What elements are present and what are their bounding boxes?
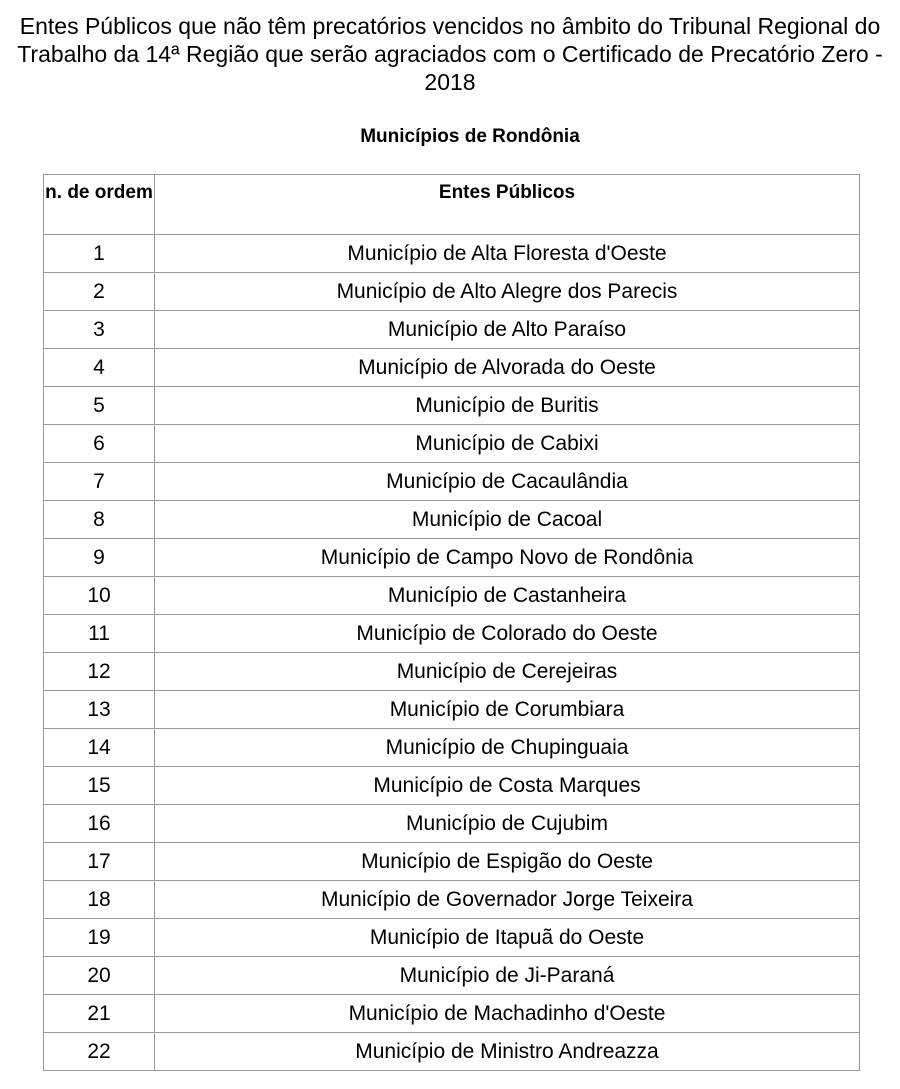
table-row (44, 501, 860, 539)
order-number: 3 (44, 311, 155, 349)
order-number: 19 (44, 919, 155, 957)
order-number: 14 (44, 729, 155, 767)
order-number: 2 (44, 273, 155, 311)
entity-name: Município de Itapuã do Oeste (155, 919, 860, 957)
table-row (44, 995, 860, 1033)
table-row (44, 843, 860, 881)
entity-name: Município de Cerejeiras (155, 653, 860, 691)
entity-name: Município de Espigão do Oeste (155, 843, 860, 881)
order-number: 12 (44, 653, 155, 691)
table-row (44, 615, 860, 653)
order-number: 20 (44, 957, 155, 995)
entity-name: Município de Cabixi (155, 425, 860, 463)
order-number: 21 (44, 995, 155, 1033)
entity-name: Município de Machadinho d'Oeste (155, 995, 860, 1033)
table-row (44, 805, 860, 843)
entity-name: Município de Castanheira (155, 577, 860, 615)
order-number: 9 (44, 539, 155, 577)
table-row (44, 311, 860, 349)
table-row (44, 1033, 860, 1071)
entity-name: Município de Cacaulândia (155, 463, 860, 501)
entity-name: Município de Alvorada do Oeste (155, 349, 860, 387)
order-number: 22 (44, 1033, 155, 1071)
table-row (44, 273, 860, 311)
order-number: 17 (44, 843, 155, 881)
order-number: 18 (44, 881, 155, 919)
order-number: 8 (44, 501, 155, 539)
entity-name: Município de Alto Paraíso (155, 311, 860, 349)
table-row (44, 387, 860, 425)
order-number: 7 (44, 463, 155, 501)
table-row (44, 957, 860, 995)
entity-name: Município de Corumbiara (155, 691, 860, 729)
entity-name: Município de Ji-Paraná (155, 957, 860, 995)
order-number: 1 (44, 235, 155, 273)
entity-name: Município de Buritis (155, 387, 860, 425)
entity-name: Município de Cujubim (155, 805, 860, 843)
order-number: 11 (44, 615, 155, 653)
order-number: 13 (44, 691, 155, 729)
table-row (44, 653, 860, 691)
entities-table (43, 174, 860, 1071)
table-row (44, 767, 860, 805)
table-row (44, 919, 860, 957)
table-row (44, 691, 860, 729)
table-row (44, 349, 860, 387)
header-order-number: n. de ordem (44, 175, 155, 235)
order-number: 10 (44, 577, 155, 615)
table-row (44, 463, 860, 501)
table-row (44, 577, 860, 615)
order-number: 6 (44, 425, 155, 463)
entity-name: Município de Costa Marques (155, 767, 860, 805)
order-number: 15 (44, 767, 155, 805)
table-header-row (44, 175, 860, 235)
order-number: 4 (44, 349, 155, 387)
table-row (44, 425, 860, 463)
entity-name: Município de Governador Jorge Teixeira (155, 881, 860, 919)
table-row (44, 539, 860, 577)
entity-name: Município de Colorado do Oeste (155, 615, 860, 653)
table-row (44, 235, 860, 273)
table-body (44, 235, 860, 1071)
entity-name: Município de Chupinguaia (155, 729, 860, 767)
entity-name: Município de Ministro Andreazza (155, 1033, 860, 1071)
document-title: Entes Públicos que não têm precatórios vencidos no âmbito do Tribunal Regional do Trabalho da 14ª Região que serão agraciados com o Certificado de Precatório Zero - 2018 (17, 13, 883, 95)
entity-name: Município de Cacoal (155, 501, 860, 539)
header-public-entities: Entes Públicos (155, 175, 860, 235)
order-number: 16 (44, 805, 155, 843)
entity-name: Município de Campo Novo de Rondônia (155, 539, 860, 577)
table-row (44, 881, 860, 919)
entity-name: Município de Alto Alegre dos Parecis (155, 273, 860, 311)
order-number: 5 (44, 387, 155, 425)
table-row (44, 729, 860, 767)
entity-name: Município de Alta Floresta d'Oeste (155, 235, 860, 273)
section-title: Municípios de Rondônia (360, 126, 580, 147)
